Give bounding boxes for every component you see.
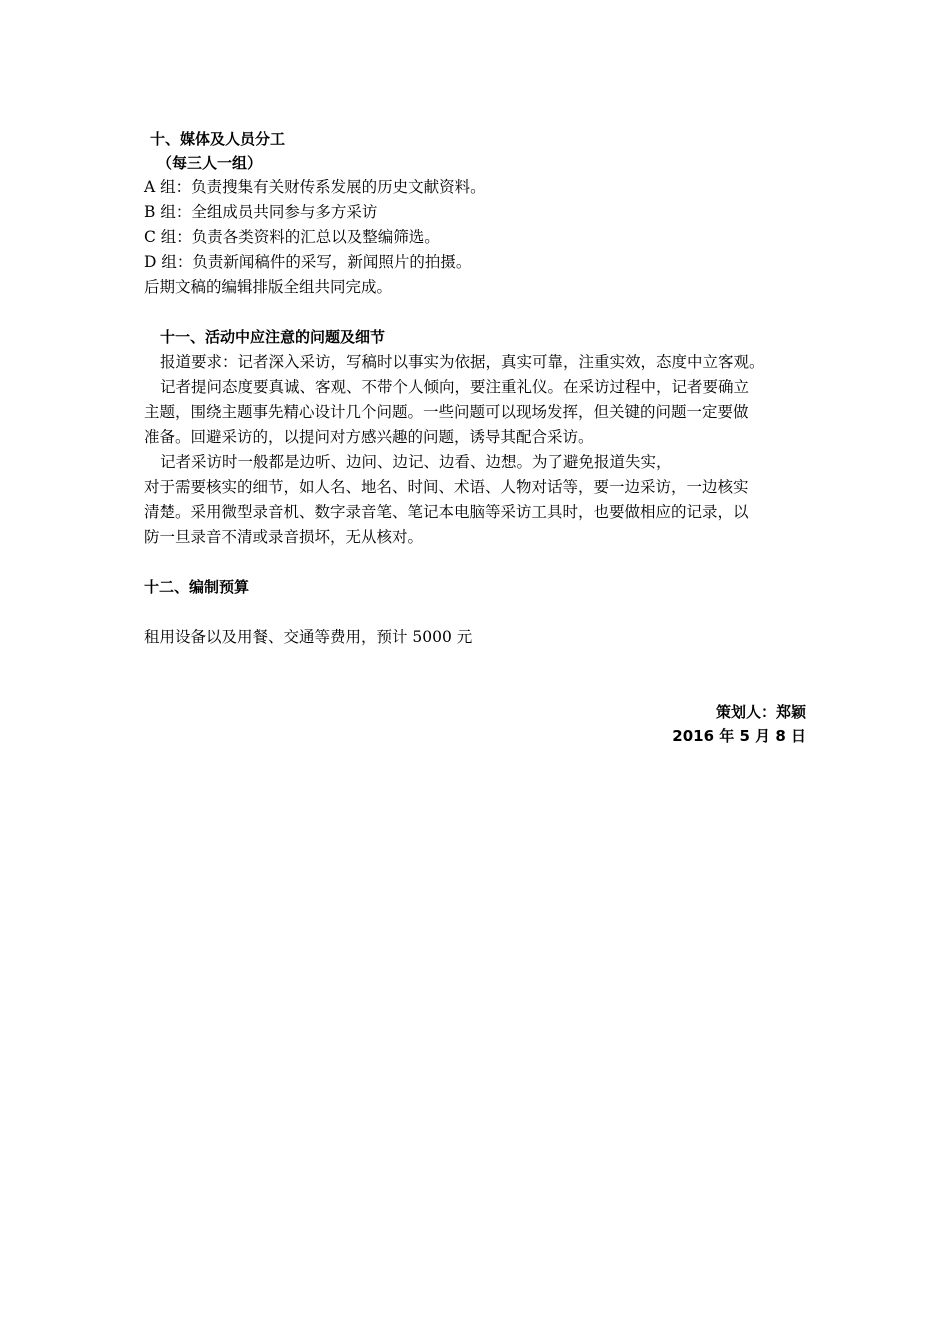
section-10-subheading: （每三人一组） bbox=[157, 154, 263, 172]
section-11-line-2: 记者提问态度要真诚、客观、不带个人倾向，要注重礼仪。在采访过程中，记者要确立 bbox=[160, 378, 750, 396]
section-11-line-1: 报道要求：记者深入采访，写稿时以事实为依据，真实可靠，注重实效，态度中立客观。 bbox=[160, 353, 765, 371]
planner-signature: 策划人：郑颖 bbox=[715, 703, 806, 721]
group-a-line: A 组：负责搜集有关财传系发展的历史文献资料。 bbox=[144, 178, 486, 196]
signature-date: 2016 年 5 月 8 日 bbox=[672, 727, 806, 745]
section-11-line-6: 对于需要核实的细节，如人名、地名、时间、术语、人物对话等，要一边采访，一边核实 bbox=[144, 478, 749, 496]
section-11-line-5: 记者采访时一般都是边听、边问、边记、边看、边想。为了避免报道失实， bbox=[160, 453, 672, 471]
section-10-heading: 十、媒体及人员分工 bbox=[150, 130, 286, 148]
group-d-line: D 组：负责新闻稿件的采写，新闻照片的拍摄。 bbox=[144, 253, 472, 271]
group-c-line: C 组：负责各类资料的汇总以及整编筛选。 bbox=[144, 228, 440, 246]
section-11-line-8: 防一旦录音不清或录音损坏，无从核对。 bbox=[144, 528, 424, 546]
group-b-line: B 组：全组成员共同参与多方采访 bbox=[144, 203, 378, 221]
editing-line: 后期文稿的编辑排版全组共同完成。 bbox=[144, 278, 393, 296]
section-11-line-4: 准备。回避采访的，以提问对方感兴趣的问题，诱导其配合采访。 bbox=[144, 428, 594, 446]
section-11-heading: 十一、活动中应注意的问题及细节 bbox=[160, 328, 386, 346]
section-11-line-3: 主题，围绕主题事先精心设计几个问题。一些问题可以现场发挥，但关键的问题一定要做 bbox=[144, 403, 749, 421]
section-11-line-7: 清楚。采用微型录音机、数字录音笔、笔记本电脑等采访工具时，也要做相应的记录，以 bbox=[144, 503, 749, 521]
section-12-heading: 十二、编制预算 bbox=[144, 578, 250, 596]
budget-text: 租用设备以及用餐、交通等费用，预计 5000 元 bbox=[144, 628, 473, 646]
